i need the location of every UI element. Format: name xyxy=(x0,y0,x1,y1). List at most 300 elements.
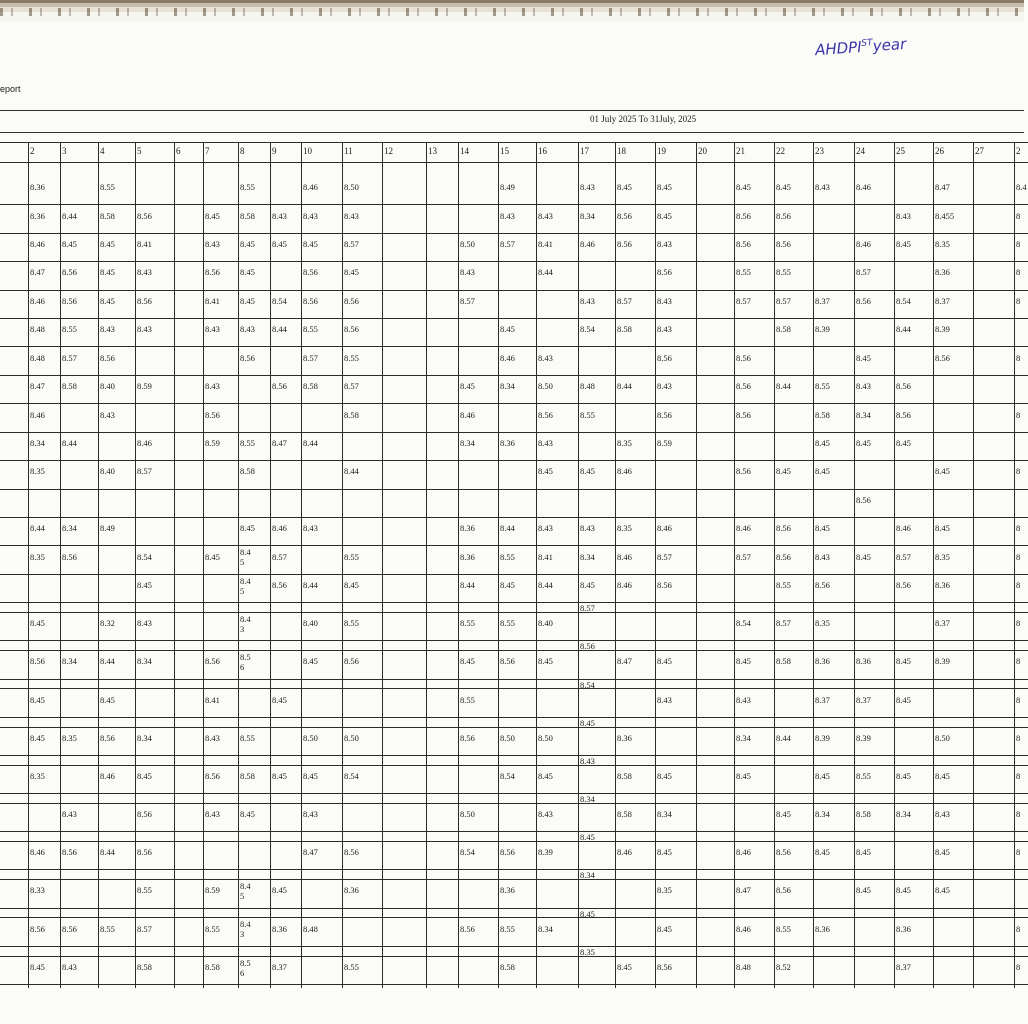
table-cell: 8.56 xyxy=(344,324,359,334)
table-cell: 8 xyxy=(1016,267,1021,277)
table-cell: 8.46 xyxy=(856,239,871,249)
table-cell: 8.56 xyxy=(776,211,791,221)
column-header: 25 xyxy=(896,146,905,156)
table-cell: 8.56 xyxy=(736,381,751,391)
table-cell: 8.54 xyxy=(344,771,359,781)
table-cell: 8.57 xyxy=(303,353,318,363)
table-cell: 8.43 xyxy=(137,267,152,277)
table-cell: 8 xyxy=(1016,733,1021,743)
table-cell: 8.43 xyxy=(205,809,220,819)
table-cell: 8.43 xyxy=(100,410,115,420)
table-cell: 8.36 xyxy=(815,924,830,934)
table-cell: 8.5 6 xyxy=(240,958,251,978)
table-cell: 8.46 xyxy=(617,580,632,590)
table-cell: 8.56 xyxy=(344,847,359,857)
table-cell: 8.46 xyxy=(30,410,45,420)
table-cell: 8.45 xyxy=(205,211,220,221)
table-cell: 8.50 xyxy=(344,182,359,192)
column-header: 27 xyxy=(975,146,984,156)
table-cell: 8.37 xyxy=(896,962,911,972)
table-cell: 8.45 xyxy=(272,239,287,249)
table-cell: 8.45 xyxy=(240,809,255,819)
table-cell: 8.46 xyxy=(460,410,475,420)
table-cell: 8.43 xyxy=(856,381,871,391)
table-cell: 8.45 xyxy=(240,296,255,306)
table-cell: 8.44 xyxy=(100,656,115,666)
table-cell: 8.47 xyxy=(30,381,45,391)
table-cell: 8.56 xyxy=(62,296,77,306)
table-cell: 8.48 xyxy=(580,381,595,391)
table-cell: 8.56 xyxy=(460,733,475,743)
table-cell: 8.45 xyxy=(856,847,871,857)
table-cell: 8.48 xyxy=(30,324,45,334)
table-cell: 8.56 xyxy=(62,552,77,562)
table-cell xyxy=(0,495,27,505)
table-cell: 8.47 xyxy=(272,438,287,448)
table-cell: 8.45 xyxy=(62,239,77,249)
table-cell: 8.37 xyxy=(272,962,287,972)
table-cell: 8.45 xyxy=(30,962,45,972)
table-cell: 8.43 xyxy=(657,324,672,334)
table-cell: 8.34 xyxy=(500,381,515,391)
table-cell: 8.56 xyxy=(856,495,871,505)
table-cell: 8.56 xyxy=(776,847,791,857)
table-cell: 8.55 xyxy=(303,324,318,334)
table-cell: 8.44 xyxy=(776,381,791,391)
table-cell: 8.36 xyxy=(30,211,45,221)
table-cell xyxy=(0,847,27,857)
column-header: 17 xyxy=(580,146,589,156)
table-cell: 8.34 xyxy=(538,924,553,934)
table-cell: 8.45 xyxy=(896,885,911,895)
table-cell: 8.45 xyxy=(137,580,152,590)
table-cell xyxy=(0,962,27,972)
table-cell: 8.58 xyxy=(205,962,220,972)
table-cell: 8.58 xyxy=(240,771,255,781)
table-cell: 8.59 xyxy=(137,381,152,391)
table-cell: 8.56 xyxy=(344,656,359,666)
table-cell: 8.59 xyxy=(205,885,220,895)
table-cell: 8.37 xyxy=(935,618,950,628)
table-cell: 8.56 xyxy=(205,267,220,277)
table-cell: 8.43 xyxy=(205,381,220,391)
table-cell: 8.43 xyxy=(500,211,515,221)
table-cell: 8.32 xyxy=(100,618,115,628)
column-header: 24 xyxy=(856,146,865,156)
table-cell: 8.50 xyxy=(303,733,318,743)
column-header: 2 xyxy=(30,146,35,156)
table-cell: 8.57 xyxy=(137,466,152,476)
table-cell: 8 xyxy=(1016,580,1021,590)
table-cell: 8.45 xyxy=(538,771,553,781)
table-cell: 8.45 xyxy=(935,466,950,476)
table-cell: 8.43 xyxy=(815,182,830,192)
table-cell: 8.45 xyxy=(896,438,911,448)
table-cell: 8.45 xyxy=(896,239,911,249)
table-cell: 8.58 xyxy=(617,324,632,334)
table-cell: 8.45 xyxy=(580,580,595,590)
table-cell: 8.56 xyxy=(205,410,220,420)
table-cell: 8.45 xyxy=(272,885,287,895)
table-cell xyxy=(0,618,27,628)
table-cell: 8.41 xyxy=(538,552,553,562)
table-cell: 8.43 xyxy=(303,809,318,819)
column-header: 18 xyxy=(617,146,626,156)
table-cell: 8.45 xyxy=(344,267,359,277)
table-cell: 8.56 xyxy=(736,353,751,363)
table-cell xyxy=(0,552,27,562)
table-cell: 8.35 xyxy=(580,947,595,957)
table-cell: 8.45 xyxy=(538,466,553,476)
table-cell: 8.56 xyxy=(776,885,791,895)
table-cell: 8.43 xyxy=(205,239,220,249)
table-cell: 8.4 5 xyxy=(240,576,251,596)
table-cell: 8.58 xyxy=(137,962,152,972)
table-cell: 8.43 xyxy=(303,523,318,533)
table-cell: 8.57 xyxy=(344,381,359,391)
table-cell: 8.54 xyxy=(272,296,287,306)
table-cell xyxy=(0,924,27,934)
table-cell: 8.36 xyxy=(500,438,515,448)
table-cell xyxy=(0,267,27,277)
column-header: 2 xyxy=(1016,146,1021,156)
table-cell: 8.34 xyxy=(460,438,475,448)
table-cell: 8.58 xyxy=(344,410,359,420)
divider-line xyxy=(0,110,1024,111)
column-header: 7 xyxy=(205,146,210,156)
table-cell: 8 xyxy=(1016,618,1021,628)
table-cell: 8.35 xyxy=(62,733,77,743)
column-header: 5 xyxy=(137,146,142,156)
table-cell: 8.55 xyxy=(500,618,515,628)
table-cell: 8.35 xyxy=(30,771,45,781)
table-cell: 8.58 xyxy=(500,962,515,972)
table-cell: 8.45 xyxy=(736,656,751,666)
table-cell: 8.56 xyxy=(137,809,152,819)
table-cell: 8.49 xyxy=(100,523,115,533)
table-cell: 8.56 xyxy=(776,552,791,562)
table-cell: 8.455 xyxy=(935,211,955,221)
table-cell: 8.57 xyxy=(776,296,791,306)
table-cell: 8.45 xyxy=(460,656,475,666)
table-cell: 8.58 xyxy=(240,466,255,476)
table-cell: 8.57 xyxy=(736,296,751,306)
table-cell: 8.45 xyxy=(580,718,595,728)
table-cell: 8.56 xyxy=(617,239,632,249)
column-header: 10 xyxy=(303,146,312,156)
table-cell: 8.56 xyxy=(657,267,672,277)
table-cell: 8.35 xyxy=(935,552,950,562)
table-cell: 8.44 xyxy=(62,211,77,221)
table-cell: 8.36 xyxy=(617,733,632,743)
table-cell: 8.57 xyxy=(272,552,287,562)
table-cell: 8.57 xyxy=(344,239,359,249)
table-cell: 8.48 xyxy=(303,924,318,934)
table-cell: 8.34 xyxy=(580,552,595,562)
table-cell: 8.55 xyxy=(240,438,255,448)
table-cell: 8.39 xyxy=(815,733,830,743)
table-cell xyxy=(0,353,27,363)
table-cell: 8.4 3 xyxy=(240,919,251,939)
table-cell xyxy=(0,656,27,666)
table-cell: 8 xyxy=(1016,847,1021,857)
table-cell: 8.56 xyxy=(815,580,830,590)
table-cell: 8.43 xyxy=(538,809,553,819)
table-cell: 8.58 xyxy=(62,381,77,391)
table-cell: 8.35 xyxy=(617,523,632,533)
table-cell: 8.44 xyxy=(617,381,632,391)
table-cell: 8.55 xyxy=(580,410,595,420)
table-cell: 8.56 xyxy=(736,211,751,221)
table-cell xyxy=(0,182,27,192)
handwritten-note-main: AHDPI xyxy=(814,37,863,60)
table-cell: 8.56 xyxy=(62,267,77,277)
table-cell: 8.56 xyxy=(30,924,45,934)
table-cell: 8.55 xyxy=(460,618,475,628)
column-header: 26 xyxy=(935,146,944,156)
table-cell: 8.36 xyxy=(815,656,830,666)
attendance-table xyxy=(0,142,1028,988)
table-cell: 8.46 xyxy=(30,847,45,857)
table-cell: 8.56 xyxy=(896,381,911,391)
table-cell: 8.34 xyxy=(856,410,871,420)
table-cell: 8.39 xyxy=(935,656,950,666)
table-cell: 8.45 xyxy=(137,771,152,781)
table-cell: 8.54 xyxy=(580,680,595,690)
table-cell: 8.58 xyxy=(303,381,318,391)
table-cell: 8.54 xyxy=(736,618,751,628)
column-header: 14 xyxy=(460,146,469,156)
table-cell: 8.45 xyxy=(580,909,595,919)
table-cell: 8.45 xyxy=(776,466,791,476)
table-cell: 8.44 xyxy=(272,324,287,334)
table-cell: 8.35 xyxy=(30,552,45,562)
scan-edge xyxy=(0,0,1024,22)
table-cell: 8.57 xyxy=(137,924,152,934)
table-cell: 8.43 xyxy=(205,733,220,743)
table-cell: 8.4 5 xyxy=(240,547,251,567)
table-cell: 8.36 xyxy=(272,924,287,934)
table-cell: 8.44 xyxy=(303,580,318,590)
table-cell: 8.54 xyxy=(896,296,911,306)
table-cell: 8.55 xyxy=(815,381,830,391)
table-cell: 8.44 xyxy=(538,267,553,277)
table-cell: 8.43 xyxy=(538,211,553,221)
table-cell: 8.46 xyxy=(617,466,632,476)
table-cell: 8.46 xyxy=(30,296,45,306)
table-cell xyxy=(0,410,27,420)
table-cell: 8 xyxy=(1016,410,1021,420)
table-cell: 8.45 xyxy=(460,381,475,391)
table-cell: 8.34 xyxy=(896,809,911,819)
table-cell: 8.58 xyxy=(776,324,791,334)
table-cell: 8.45 xyxy=(896,771,911,781)
table-cell: 8.56 xyxy=(303,267,318,277)
table-cell: 8.49 xyxy=(500,182,515,192)
table-cell: 8.55 xyxy=(240,182,255,192)
table-cell: 8.45 xyxy=(303,656,318,666)
table-cell: 8.46 xyxy=(137,438,152,448)
table-cell: 8.44 xyxy=(303,438,318,448)
table-cell: 8.56 xyxy=(657,353,672,363)
table-cell: 8.46 xyxy=(500,353,515,363)
table-cell: 8.41 xyxy=(538,239,553,249)
table-cell: 8.56 xyxy=(303,296,318,306)
table-cell: 8.45 xyxy=(856,552,871,562)
column-header: 15 xyxy=(500,146,509,156)
table-cell: 8.56 xyxy=(30,656,45,666)
table-cell: 8.43 xyxy=(205,324,220,334)
table-cell: 8.57 xyxy=(776,618,791,628)
table-cell: 8.54 xyxy=(460,847,475,857)
table-cell: 8.55 xyxy=(205,924,220,934)
handwritten-note xyxy=(814,35,906,59)
table-cell: 8.47 xyxy=(303,847,318,857)
table-cell: 8.34 xyxy=(62,656,77,666)
column-header: 21 xyxy=(736,146,745,156)
column-header: 22 xyxy=(776,146,785,156)
table-cell: 8.46 xyxy=(657,523,672,533)
table-cell: 8.55 xyxy=(736,267,751,277)
table-cell: 8.45 xyxy=(100,239,115,249)
table-cell: 8.57 xyxy=(856,267,871,277)
table-cell: 8.55 xyxy=(100,182,115,192)
table-cell: 8.56 xyxy=(896,410,911,420)
table-cell: 8.34 xyxy=(137,656,152,666)
table-cell: 8.44 xyxy=(538,580,553,590)
table-cell: 8.45 xyxy=(935,885,950,895)
table-cell: 8.45 xyxy=(303,771,318,781)
table-cell: 8.45 xyxy=(500,324,515,334)
table-cell: 8.45 xyxy=(776,182,791,192)
table-cell: 8.56 xyxy=(776,239,791,249)
table-cell: 8.57 xyxy=(617,296,632,306)
table-cell: 8.47 xyxy=(736,885,751,895)
table-cell: 8.56 xyxy=(205,656,220,666)
table-cell: 8.40 xyxy=(100,466,115,476)
table-cell: 8.56 xyxy=(100,353,115,363)
table-cell: 8.56 xyxy=(137,847,152,857)
table-cell: 8.50 xyxy=(538,381,553,391)
table-cell: 8.45 xyxy=(815,847,830,857)
table-cell: 8.56 xyxy=(137,296,152,306)
table-cell: 8.56 xyxy=(896,580,911,590)
table-cell: 8.57 xyxy=(580,603,595,613)
table-cell: 8.45 xyxy=(856,353,871,363)
table-cell: 8.45 xyxy=(240,267,255,277)
table-cell: 8.35 xyxy=(617,438,632,448)
column-header: 11 xyxy=(344,146,353,156)
table-cell: 8.57 xyxy=(460,296,475,306)
table-cell: 8.40 xyxy=(303,618,318,628)
table-cell: 8.45 xyxy=(815,523,830,533)
table-cell: 8.56 xyxy=(736,466,751,476)
table-cell: 8.5 6 xyxy=(240,652,251,672)
table-cell: 8.46 xyxy=(617,847,632,857)
table-cell: 8.56 xyxy=(500,656,515,666)
table-cell: 8.55 xyxy=(776,924,791,934)
table-cell: 8.47 xyxy=(935,182,950,192)
table-cell: 8.45 xyxy=(896,656,911,666)
table-cell: 8.45 xyxy=(657,656,672,666)
table-cell: 8.40 xyxy=(100,381,115,391)
table-cell: 8.34 xyxy=(580,870,595,880)
table-cell: 8.44 xyxy=(500,523,515,533)
table-cell: 8.45 xyxy=(500,580,515,590)
table-cell: 8.45 xyxy=(657,771,672,781)
table-cell: 8.55 xyxy=(344,618,359,628)
table-cell: 8.35 xyxy=(657,885,672,895)
table-cell: 8.45 xyxy=(856,438,871,448)
table-cell: 8.55 xyxy=(137,885,152,895)
table-cell: 8.45 xyxy=(538,656,553,666)
table-cell: 8.56 xyxy=(272,381,287,391)
table-cell: 8.36 xyxy=(935,580,950,590)
table-cell: 8.52 xyxy=(776,962,791,972)
table-cell: 8.45 xyxy=(657,847,672,857)
table-cell: 8.43 xyxy=(137,618,152,628)
table-cell: 8.36 xyxy=(856,656,871,666)
table-cell: 8.43 xyxy=(657,239,672,249)
table-cell: 8 xyxy=(1016,466,1021,476)
table-cell: 8.45 xyxy=(935,847,950,857)
table-cell: 8.45 xyxy=(815,438,830,448)
table-cell: 8.39 xyxy=(856,733,871,743)
table-cell: 8.45 xyxy=(303,239,318,249)
table-cell: 8.56 xyxy=(657,580,672,590)
table-cell: 8.46 xyxy=(272,523,287,533)
table-cell: 8.55 xyxy=(856,771,871,781)
table-cell: 8.43 xyxy=(896,211,911,221)
table-cell xyxy=(0,438,27,448)
table-cell: 8.35 xyxy=(815,618,830,628)
table-cell xyxy=(0,580,27,590)
table-cell: 8.46 xyxy=(580,239,595,249)
table-cell: 8.41 xyxy=(137,239,152,249)
table-cell: 8.41 xyxy=(205,695,220,705)
table-cell: 8.44 xyxy=(30,523,45,533)
table-cell: 8.45 xyxy=(272,771,287,781)
table-cell: 8.43 xyxy=(137,324,152,334)
table-cell: 8.44 xyxy=(344,466,359,476)
column-header: 20 xyxy=(698,146,707,156)
table-cell: 8 xyxy=(1016,239,1021,249)
table-cell: 8.57 xyxy=(736,552,751,562)
table-cell: 8.48 xyxy=(30,353,45,363)
table-cell: 8.37 xyxy=(856,695,871,705)
table-cell: 8.4 xyxy=(1016,182,1027,192)
table-cell: 8.55 xyxy=(776,580,791,590)
table-cell: 8.37 xyxy=(815,296,830,306)
table-cell: 8.56 xyxy=(736,410,751,420)
table-cell: 8.45 xyxy=(205,552,220,562)
table-cell: 8.54 xyxy=(580,324,595,334)
table-cell: 8 xyxy=(1016,552,1021,562)
table-cell: 8.45 xyxy=(100,267,115,277)
table-cell: 8.34 xyxy=(137,733,152,743)
table-cell: 8.56 xyxy=(272,580,287,590)
table-cell: 8.56 xyxy=(776,523,791,533)
table-cell: 8.45 xyxy=(896,695,911,705)
table-cell: 8.43 xyxy=(272,211,287,221)
table-cell: 8.45 xyxy=(657,182,672,192)
table-cell: 8.43 xyxy=(580,523,595,533)
table-cell: 8.36 xyxy=(460,552,475,562)
table-cell: 8.44 xyxy=(776,733,791,743)
handwritten-note-sup: ST xyxy=(861,38,873,49)
date-range: 01 July 2025 To 31July, 2025 xyxy=(590,114,697,124)
table-cell: 8.34 xyxy=(580,211,595,221)
